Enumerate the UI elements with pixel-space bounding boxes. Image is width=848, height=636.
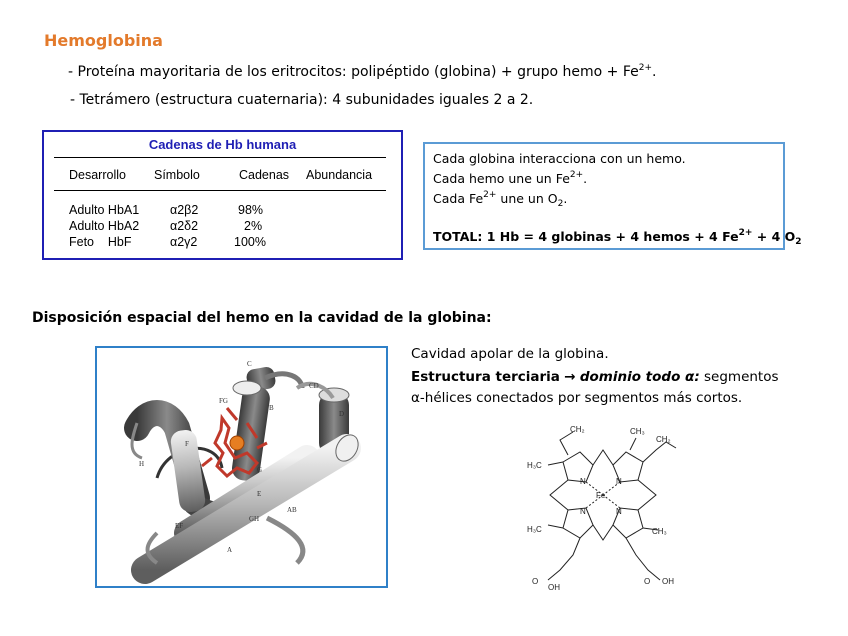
desc-line-3: α-hélices conectados por segmentos más cortos. xyxy=(411,390,743,406)
desc-line-1: Cavidad apolar de la globina. xyxy=(411,346,609,362)
info-line-1: Cada globina interacciona con un hemo. xyxy=(433,151,686,166)
table-rule-mid xyxy=(54,190,386,191)
heme-ch2-top-label: CH₂ xyxy=(570,425,585,434)
table-cell-desarrollo: Adulto HbA1 xyxy=(69,203,140,217)
table-cell-abundancia: 98% xyxy=(238,203,264,217)
info-line-2 xyxy=(433,171,587,186)
desc-domain-label: dominio todo α: xyxy=(579,369,700,385)
info-line-2-text: Cada hemo une un Fe xyxy=(433,171,570,186)
heme-n-label: N xyxy=(580,477,586,486)
hb-table-title: Cadenas de Hb humana xyxy=(148,137,297,152)
section-title: Disposición espacial del hemo en la cavidad de la globina: xyxy=(32,310,492,326)
fe-charge: 2+ xyxy=(569,170,584,180)
info-total-text: TOTAL: 1 Hb = 4 globinas + 4 hemos + 4 Fe xyxy=(433,229,739,244)
heme-ch3-top-label: CH₃ xyxy=(630,427,645,436)
heme-n-label: N xyxy=(616,507,622,516)
desc-structure-label: Estructura terciaria xyxy=(411,369,560,385)
info-line-3-end: . xyxy=(563,191,568,206)
helix-label-b: B xyxy=(269,404,274,412)
fe-charge: 2+ xyxy=(483,190,497,200)
o2-subscript: 2 xyxy=(557,199,564,209)
table-cell-desarrollo: Adulto HbA2 xyxy=(69,219,140,233)
page-title: Hemoglobina xyxy=(44,31,163,50)
table-cell-desarrollo: Feto HbF xyxy=(69,235,132,249)
heme-fe-label: Fe xyxy=(596,491,606,500)
globin-structure-figure xyxy=(95,346,388,588)
table-cell-abundancia: 100% xyxy=(234,235,266,249)
header-abundancia: Abundancia xyxy=(306,168,373,182)
desc-line-2 xyxy=(411,369,779,385)
heme-n-label: N xyxy=(580,507,586,516)
heme-oh-label: OH xyxy=(548,583,560,592)
arrow-icon: → xyxy=(564,369,576,385)
helix-label-f: F xyxy=(185,440,189,448)
info-line-3-text: Cada Fe xyxy=(433,191,484,206)
heme-h3c-left2-label: H₃C xyxy=(527,525,542,534)
table-cell-cadenas: α2β2 xyxy=(170,203,199,217)
heme-o-label: O xyxy=(532,577,539,586)
hemo-info-box xyxy=(423,142,802,250)
hb-chains-table xyxy=(42,130,403,260)
helix-label-ef: EF xyxy=(175,522,184,530)
heme-o-label: O xyxy=(644,577,651,586)
helix-label-d: D xyxy=(339,410,345,418)
info-line-3-mid: une un O xyxy=(496,191,558,206)
header-simbolo: Símbolo xyxy=(154,168,200,182)
o2-subscript: 2 xyxy=(795,237,802,247)
heme-h3c-left-label: H₃C xyxy=(527,461,542,470)
info-line-3 xyxy=(433,190,568,209)
table-rule-top xyxy=(54,157,386,158)
helix-label-h: H xyxy=(139,460,145,468)
helix-label-c: C xyxy=(247,360,252,368)
bullet-protein-text: - Proteína mayoritaria de los eritrocitos: polipéptido (globina) + grupo hemo + Fe xyxy=(68,64,639,80)
helix-label-g: G xyxy=(257,466,263,474)
table-cell-cadenas: α2γ2 xyxy=(170,235,198,249)
bullet-tetramer: - Tetrámero (estructura cuaternaria): 4 subunidades iguales 2 a 2. xyxy=(70,92,534,108)
heme-n-label: N xyxy=(616,477,622,486)
helix-label-a: A xyxy=(227,546,233,554)
helix-label-ab: AB xyxy=(287,506,297,514)
helix-label-fg: FG xyxy=(219,397,228,405)
heme-ch2-right-label: CH₂ xyxy=(656,435,671,444)
info-line-2-end: . xyxy=(583,171,588,186)
fe-charge: 2+ xyxy=(738,228,753,238)
info-total xyxy=(433,228,802,247)
heme-ch3-right-label: CH₃ xyxy=(652,527,667,536)
heme-oh-label: OH xyxy=(662,577,674,586)
globin-ribbon-diagram xyxy=(97,348,386,586)
info-total-mid: + 4 O xyxy=(752,229,796,244)
table-cell-cadenas: α2δ2 xyxy=(170,219,199,233)
helix-label-cd: CD xyxy=(309,382,319,390)
fe-charge: 2+ xyxy=(638,63,653,73)
desc-line-2-end: segmentos xyxy=(699,369,779,385)
heme-structure-diagram xyxy=(518,420,688,595)
bullet-protein xyxy=(68,64,656,80)
bullet-protein-end: . xyxy=(652,64,657,80)
helix-label-gh: GH xyxy=(249,515,260,523)
header-cadenas: Cadenas xyxy=(239,168,290,182)
table-cell-abundancia: 2% xyxy=(244,219,263,233)
header-desarrollo: Desarrollo xyxy=(69,168,126,182)
helix-label-e: E xyxy=(257,490,262,498)
